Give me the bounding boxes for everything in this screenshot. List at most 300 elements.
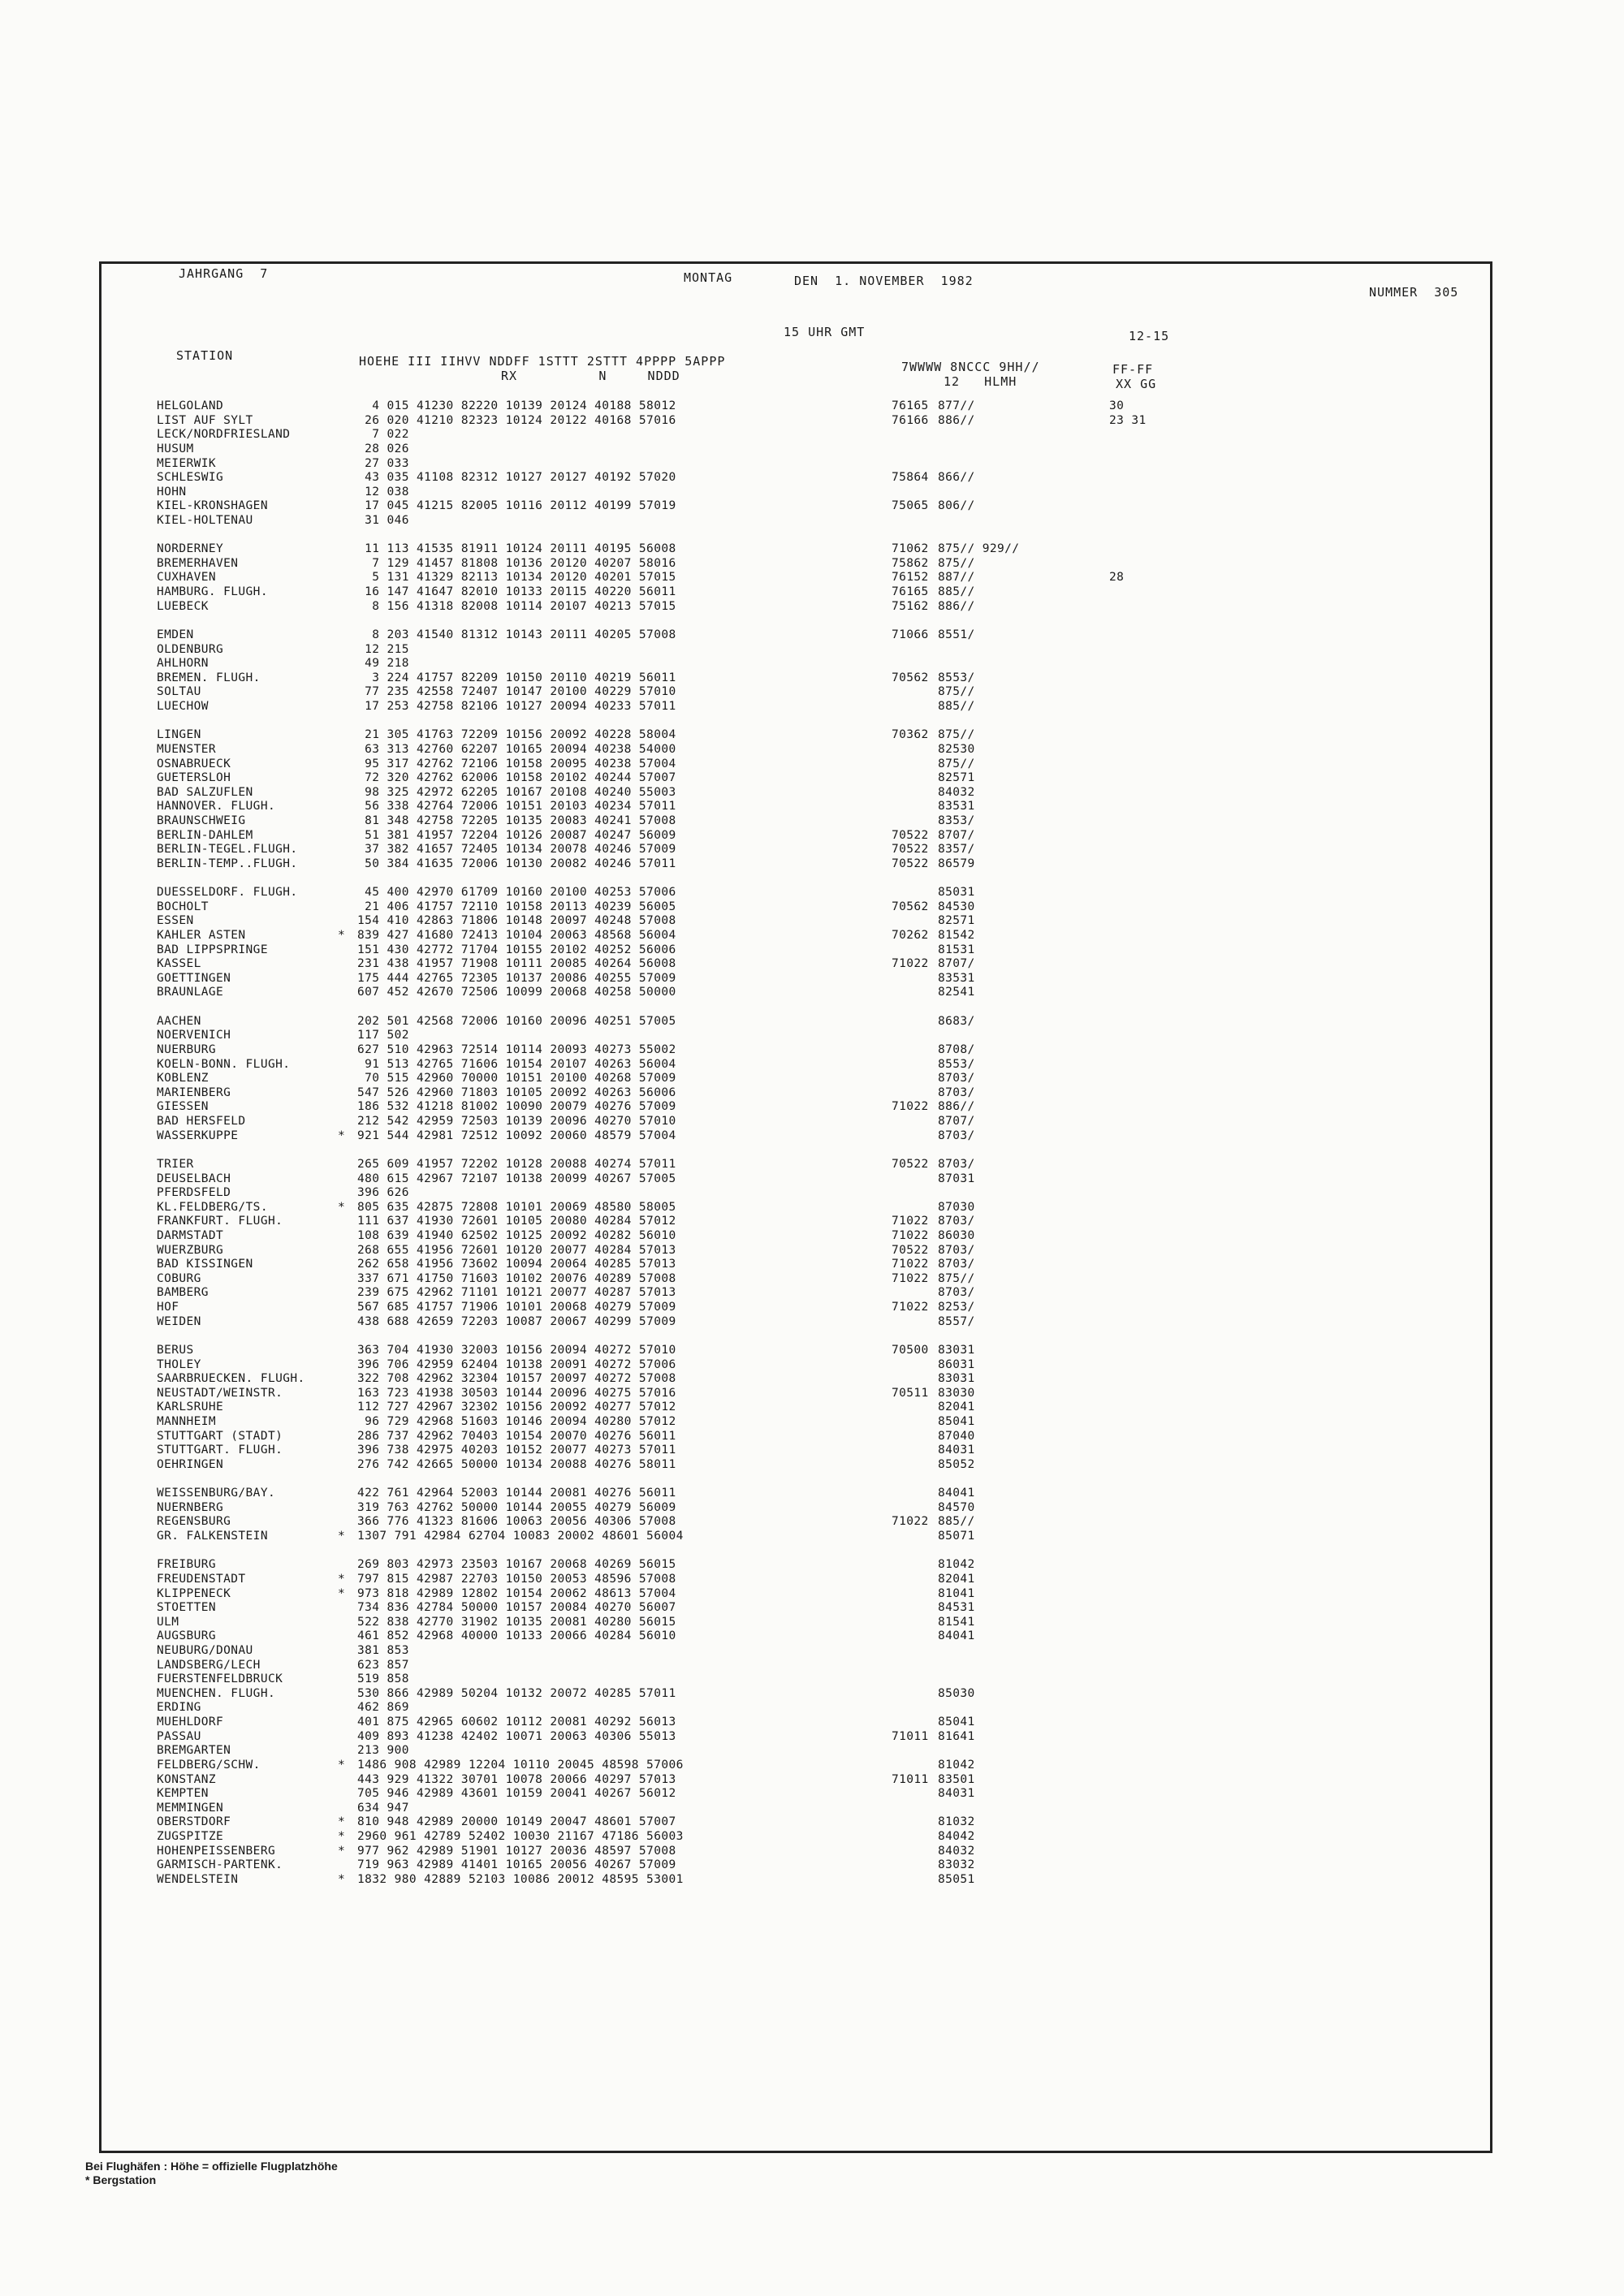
station-name: DUESSELDORF. FLUGH.: [157, 886, 298, 900]
station-name: FREIBURG: [157, 1558, 217, 1572]
station-name: KOELN-BONN. FLUGH.: [157, 1057, 291, 1071]
group-7: 70522: [892, 1243, 929, 1257]
station-row: [0, 786, 1462, 799]
station-name: STOETTEN: [157, 1601, 217, 1615]
cloud-groups: 82571: [938, 771, 975, 785]
mountain-marker: *: [338, 1129, 346, 1142]
synop-groups: 401 875 42965 60602 10112 20081 40292 56013: [357, 1716, 676, 1728]
cloud-groups: 85071: [938, 1530, 975, 1543]
group-7: 70262: [892, 928, 929, 942]
station-row: [0, 757, 1462, 770]
cloud-groups: 87030: [938, 1200, 975, 1214]
synop-groups: 381 853: [357, 1643, 409, 1657]
group-7: 75862: [892, 556, 929, 570]
synop-groups: 2960 961 42789 52402 10030 21167 47186 56003: [357, 1830, 684, 1843]
station-row: [0, 1215, 1462, 1228]
mountain-marker: *: [338, 1815, 346, 1829]
station-row: [0, 514, 1462, 527]
cloud-groups: 886//: [938, 413, 975, 427]
synop-groups: 17 045 41215 82005 10116 20112 40199 57019: [357, 499, 676, 513]
station-name: REGENSBURG: [157, 1515, 231, 1529]
station-name: CUXHAVEN: [157, 571, 217, 585]
station-row: [0, 1100, 1462, 1113]
group-7: 70522: [892, 843, 929, 857]
cloud-groups: 82041: [938, 1572, 975, 1586]
station-row: [0, 1086, 1462, 1099]
station-row: [0, 1672, 1462, 1685]
station-row: [0, 829, 1462, 842]
synop-groups: 1486 908 42989 12204 10110 20045 48598 57006: [357, 1758, 684, 1772]
synop-groups: 810 948 42989 20000 10149 20047 48601 57007: [357, 1815, 676, 1829]
cloud-groups: 87040: [938, 1429, 975, 1443]
synop-groups: 396 706 42959 62404 10138 20091 40272 57006: [357, 1357, 676, 1371]
group-7: 70511: [892, 1386, 929, 1400]
station-row: [0, 1487, 1462, 1500]
cloud-groups: 8703/: [938, 1258, 975, 1271]
group-7: 75065: [892, 499, 929, 513]
synop-groups: 396 738 42975 40203 10152 20077 40273 57011: [357, 1444, 676, 1457]
station-name: FUERSTENFELDBRUCK: [157, 1672, 283, 1686]
station-name: ERDING: [157, 1701, 201, 1715]
station-name: LUEBECK: [157, 599, 209, 613]
cloud-groups: 87031: [938, 1172, 975, 1185]
station-name: KOBLENZ: [157, 1072, 209, 1085]
cloud-groups: 8708/: [938, 1042, 975, 1056]
station-row: [0, 1158, 1462, 1171]
station-row: [0, 1530, 1462, 1543]
group-spacer: [0, 529, 1462, 542]
synop-groups: 522 838 42770 31902 10135 20081 40280 56015: [357, 1615, 676, 1629]
cloud-groups: 886//: [938, 599, 975, 613]
group-7: 70500: [892, 1343, 929, 1357]
cloud-groups: 8703/: [938, 1129, 975, 1142]
station-row: [0, 1115, 1462, 1128]
synop-groups: 239 675 42962 71101 10121 20077 40287 57013: [357, 1286, 676, 1300]
cloud-groups: 8353/: [938, 814, 975, 827]
station-row: [0, 1687, 1462, 1700]
cloud-groups: 8703/: [938, 1072, 975, 1085]
synop-groups: 81 348 42758 72205 10135 20083 40241 57008: [357, 814, 676, 827]
station-name: GIESSEN: [157, 1100, 209, 1114]
synop-groups: 8 156 41318 82008 10114 20107 40213 57015: [357, 599, 676, 613]
synop-groups: 265 609 41957 72202 10128 20088 40274 57011: [357, 1157, 676, 1171]
synop-groups: 50 384 41635 72006 10130 20082 40246 57011: [357, 857, 676, 870]
synop-groups: 21 406 41757 72110 10158 20113 40239 56005: [357, 900, 676, 913]
synop-groups: 63 313 42760 62207 10165 20094 40238 54000: [357, 742, 676, 756]
station-row: [0, 800, 1462, 813]
synop-groups: 16 147 41647 82010 10133 20115 40220 56011: [357, 585, 676, 599]
cloud-groups: 83501: [938, 1772, 975, 1786]
station-name: KASSEL: [157, 957, 201, 971]
group-7: 71022: [892, 1215, 929, 1228]
station-name: MEIERWIK: [157, 456, 217, 470]
station-name: HOHENPEISSENBERG: [157, 1844, 276, 1858]
synop-groups: 443 929 41322 30701 10078 20066 40297 57013: [357, 1772, 676, 1786]
station-name: KAHLER ASTEN: [157, 928, 246, 942]
station-name: FREUDENSTADT: [157, 1572, 246, 1586]
group-7: 76165: [892, 399, 929, 412]
station-row: [0, 585, 1462, 598]
gust-values: 23 31: [1109, 413, 1147, 427]
station-name: GUETERSLOH: [157, 771, 231, 785]
station-name: HUSUM: [157, 442, 194, 455]
cloud-groups: 8357/: [938, 843, 975, 857]
station-row: [0, 1043, 1462, 1056]
synop-groups: 921 544 42981 72512 10092 20060 48579 57004: [357, 1129, 676, 1142]
station-name: KIEL-HOLTENAU: [157, 514, 253, 527]
cloud-groups: 8557/: [938, 1314, 975, 1328]
cloud-groups: 806//: [938, 499, 975, 513]
station-row: [0, 900, 1462, 913]
mountain-marker: *: [338, 928, 346, 942]
station-name: LECK/NORDFRIESLAND: [157, 428, 291, 442]
station-row: [0, 1444, 1462, 1457]
group-7: 71011: [892, 1772, 929, 1786]
col-station: STATION: [176, 348, 234, 363]
cloud-groups: 8703/: [938, 1286, 975, 1300]
synop-groups: 154 410 42863 71806 10148 20097 40248 57008: [357, 914, 676, 928]
synop-groups: 4 015 41230 82220 10139 20124 40188 58012: [357, 399, 676, 412]
station-row: [0, 1587, 1462, 1600]
synop-groups: 28 026: [357, 442, 409, 455]
station-name: HELGOLAND: [157, 399, 224, 412]
station-row: [0, 1430, 1462, 1443]
group-spacer: [0, 872, 1462, 885]
cloud-groups: 85031: [938, 886, 975, 900]
observation-time: 15 UHR GMT: [784, 325, 866, 339]
station-name: ESSEN: [157, 914, 194, 928]
cloud-groups: 877//: [938, 399, 975, 412]
station-row: [0, 671, 1462, 684]
station-row: [0, 1659, 1462, 1672]
cloud-groups: 86579: [938, 857, 975, 870]
synop-groups: 262 658 41956 73602 10094 20064 40285 57013: [357, 1258, 676, 1271]
station-name: THOLEY: [157, 1357, 201, 1371]
station-row: [0, 1372, 1462, 1385]
station-name: LINGEN: [157, 728, 201, 742]
cloud-groups: 85052: [938, 1457, 975, 1471]
station-row: [0, 843, 1462, 856]
synop-groups: 21 305 41763 72209 10156 20092 40228 58004: [357, 728, 676, 742]
cloud-groups: 85030: [938, 1686, 975, 1700]
cloud-groups: 81042: [938, 1558, 975, 1572]
synop-groups: 95 317 42762 72106 10158 20095 40238 57004: [357, 757, 676, 770]
group-7: 71062: [892, 542, 929, 556]
cloud-groups: 8703/: [938, 1157, 975, 1171]
group-spacer: [0, 1000, 1462, 1013]
station-row: [0, 643, 1462, 656]
col-ff: FF-FF: [1112, 362, 1154, 377]
synop-groups: 462 869: [357, 1701, 409, 1715]
col-ff-sub: XX GG: [1116, 377, 1157, 391]
cloud-groups: 8703/: [938, 1215, 975, 1228]
station-row: [0, 557, 1462, 570]
group-spacer: [0, 1544, 1462, 1557]
synop-groups: 17 253 42758 82106 10127 20094 40233 57011: [357, 700, 676, 713]
station-name: BAD SALZUFLEN: [157, 785, 253, 799]
synop-groups: 117 502: [357, 1029, 409, 1042]
station-name: BERLIN-TEGEL.FLUGH.: [157, 843, 298, 857]
cloud-groups: 83031: [938, 1343, 975, 1357]
cloud-groups: 8707/: [938, 957, 975, 971]
gust-values: 30: [1109, 399, 1125, 412]
synop-groups: 112 727 42967 32302 10156 20092 40277 57012: [357, 1400, 676, 1414]
synop-groups: 461 852 42968 40000 10133 20066 40284 56010: [357, 1629, 676, 1643]
station-row: [0, 1601, 1462, 1614]
station-row: [0, 486, 1462, 498]
synop-groups: 363 704 41930 32003 10156 20094 40272 57010: [357, 1343, 676, 1357]
group-7: 76166: [892, 413, 929, 427]
synop-groups: 797 815 42987 22703 10150 20053 48596 57008: [357, 1572, 676, 1586]
station-name: BRAUNSCHWEIG: [157, 814, 246, 827]
station-row: [0, 986, 1462, 999]
station-name: KEMPTEN: [157, 1787, 209, 1801]
station-row: [0, 1172, 1462, 1185]
group-7: 71022: [892, 1271, 929, 1285]
station-name: BREMGARTEN: [157, 1744, 231, 1758]
synop-groups: 1832 980 42889 52103 10086 20012 48595 53001: [357, 1872, 684, 1886]
mountain-marker: *: [338, 1586, 346, 1600]
group-7: 71011: [892, 1729, 929, 1743]
synop-groups: 37 382 41657 72405 10134 20078 40246 57009: [357, 843, 676, 857]
synop-groups: 11 113 41535 81911 10124 20111 40195 56008: [357, 542, 676, 556]
cloud-groups: 84041: [938, 1487, 975, 1500]
station-row: [0, 414, 1462, 427]
cloud-groups: 86031: [938, 1357, 975, 1371]
group-spacer: [0, 1473, 1462, 1486]
station-name: MEMMINGEN: [157, 1801, 224, 1815]
station-row: [0, 1186, 1462, 1199]
station-row: [0, 1744, 1462, 1757]
synop-groups: 12 215: [357, 642, 409, 656]
station-name: LUECHOW: [157, 700, 209, 713]
station-row: [0, 1802, 1462, 1815]
station-row: [0, 1058, 1462, 1071]
cloud-groups: 84032: [938, 785, 975, 799]
synop-groups: 977 962 42989 51901 10127 20036 48597 57008: [357, 1844, 676, 1858]
station-row: [0, 1201, 1462, 1214]
synop-groups: 734 836 42784 50000 10157 20084 40270 56007: [357, 1601, 676, 1615]
synop-groups: 56 338 42764 72006 10151 20103 40234 57011: [357, 800, 676, 814]
station-row: [0, 1873, 1462, 1886]
station-row: [0, 728, 1462, 741]
cloud-groups: 887//: [938, 571, 975, 585]
synop-groups: 276 742 42665 50000 10134 20088 40276 58011: [357, 1457, 676, 1471]
cloud-groups: 81641: [938, 1729, 975, 1743]
station-row: [0, 1573, 1462, 1586]
synop-groups: 49 218: [357, 657, 409, 671]
synop-groups: 319 763 42762 50000 10144 20055 40279 56009: [357, 1500, 676, 1514]
cloud-groups: 82541: [938, 986, 975, 999]
synop-groups: 26 020 41210 82323 10124 20122 40168 57016: [357, 413, 676, 427]
station-row: [0, 1258, 1462, 1271]
station-row: [0, 700, 1462, 713]
mountain-marker: *: [338, 1200, 346, 1214]
synop-groups: 111 637 41930 72601 10105 20080 40284 57012: [357, 1215, 676, 1228]
station-row: [0, 457, 1462, 470]
cloud-groups: 82041: [938, 1400, 975, 1414]
group-7: 71022: [892, 957, 929, 971]
station-name: KARLSRUHE: [157, 1400, 224, 1414]
station-row: [0, 1716, 1462, 1728]
station-row: [0, 1072, 1462, 1085]
group-7: 76165: [892, 585, 929, 599]
synop-groups: 623 857: [357, 1658, 409, 1672]
station-name: PFERDSFELD: [157, 1186, 231, 1200]
cloud-groups: 85051: [938, 1872, 975, 1886]
cloud-groups: 84042: [938, 1830, 975, 1843]
station-name: ZUGSPITZE: [157, 1830, 224, 1843]
footnote-airports: Bei Flughäfen : Höhe = offizielle Flugplatzhöhe: [85, 2160, 338, 2173]
station-row: [0, 399, 1462, 412]
synop-groups: 96 729 42968 51603 10146 20094 40280 57012: [357, 1415, 676, 1428]
group-7: 71066: [892, 628, 929, 641]
station-row: [0, 1458, 1462, 1471]
station-name: KONSTANZ: [157, 1772, 217, 1786]
synop-groups: 5 131 41329 82113 10134 20120 40201 57015: [357, 571, 676, 585]
cloud-groups: 875// 929//: [938, 542, 1020, 556]
station-row: [0, 1387, 1462, 1400]
station-name: LANDSBERG/LECH: [157, 1658, 261, 1672]
cloud-groups: 81032: [938, 1815, 975, 1829]
station-row: [0, 1015, 1462, 1028]
col-main-sub: RX N NDDD: [501, 369, 680, 383]
station-row: [0, 814, 1462, 827]
station-name: PASSAU: [157, 1729, 201, 1743]
station-row: [0, 943, 1462, 956]
station-name: LIST AUF SYLT: [157, 413, 253, 427]
group-7: 70522: [892, 857, 929, 870]
station-name: FELDBERG/SCHW.: [157, 1758, 261, 1772]
cloud-groups: 82530: [938, 742, 975, 756]
mountain-marker: *: [338, 1572, 346, 1586]
station-row: [0, 428, 1462, 441]
mountain-marker: *: [338, 1530, 346, 1543]
synop-groups: 7 129 41457 81808 10136 20120 40207 58016: [357, 556, 676, 570]
col-group7: 7WWWW 8NCCC 9HH//: [901, 360, 1040, 374]
col-group7-sub: 12 HLMH: [944, 374, 1017, 389]
station-name: NUERBURG: [157, 1042, 217, 1056]
station-row: [0, 571, 1462, 584]
station-name: NEUSTADT/WEINSTR.: [157, 1386, 283, 1400]
cloud-groups: 81541: [938, 1615, 975, 1629]
station-row: [0, 1773, 1462, 1786]
station-row: [0, 1759, 1462, 1772]
synop-groups: 973 818 42989 12802 10154 20062 48613 57004: [357, 1586, 676, 1600]
synop-groups: 567 685 41757 71906 10101 20068 40279 57009: [357, 1301, 676, 1314]
station-row: [0, 1244, 1462, 1257]
synop-groups: 7 022: [357, 428, 409, 442]
station-name: KLIPPENECK: [157, 1586, 231, 1600]
cloud-groups: 81041: [938, 1586, 975, 1600]
station-row: [0, 1629, 1462, 1642]
cloud-groups: 8707/: [938, 1115, 975, 1128]
station-name: WEISSENBURG/BAY.: [157, 1487, 276, 1500]
station-name: BAMBERG: [157, 1286, 209, 1300]
cloud-groups: 875//: [938, 728, 975, 742]
cloud-groups: 866//: [938, 471, 975, 485]
station-name: MANNHEIM: [157, 1415, 217, 1428]
station-name: NEUBURG/DONAU: [157, 1643, 253, 1657]
station-row: [0, 685, 1462, 698]
station-name: OBERSTDORF: [157, 1815, 231, 1829]
station-name: AACHEN: [157, 1014, 201, 1028]
station-row: [0, 471, 1462, 484]
station-name: NUERNBERG: [157, 1500, 224, 1514]
station-name: TRIER: [157, 1157, 194, 1171]
synop-groups: 705 946 42989 43601 10159 20041 40267 56012: [357, 1787, 676, 1801]
station-row: [0, 1730, 1462, 1743]
station-name: FRANKFURT. FLUGH.: [157, 1215, 283, 1228]
synop-groups: 151 430 42772 71704 10155 20102 40252 56006: [357, 943, 676, 956]
synop-groups: 163 723 41938 30503 10144 20096 40275 57016: [357, 1386, 676, 1400]
cloud-groups: 84031: [938, 1444, 975, 1457]
station-name: BERUS: [157, 1343, 194, 1357]
station-name: BAD HERSFELD: [157, 1115, 246, 1128]
station-row: [0, 1272, 1462, 1285]
station-row: [0, 972, 1462, 985]
station-name: COBURG: [157, 1271, 201, 1285]
synop-groups: 438 688 42659 72203 10087 20067 40299 57009: [357, 1314, 676, 1328]
report-number: NUMMER 305: [1369, 285, 1459, 300]
group-spacer: [0, 614, 1462, 627]
station-row: [0, 1787, 1462, 1800]
station-row: [0, 929, 1462, 942]
group-7: 75864: [892, 471, 929, 485]
synop-groups: 547 526 42960 71803 10105 20092 40263 56006: [357, 1085, 676, 1099]
station-name: DEUSELBACH: [157, 1172, 231, 1185]
group-7: 71022: [892, 1258, 929, 1271]
station-name: MARIENBERG: [157, 1085, 231, 1099]
station-row: [0, 1129, 1462, 1142]
group-7: 70362: [892, 728, 929, 742]
cloud-groups: 8253/: [938, 1301, 975, 1314]
station-name: OLDENBURG: [157, 642, 224, 656]
station-row: [0, 771, 1462, 784]
group-7: 71022: [892, 1515, 929, 1529]
group-7: 75162: [892, 599, 929, 613]
station-row: [0, 499, 1462, 512]
group-spacer: [0, 1143, 1462, 1156]
cloud-groups: 885//: [938, 1515, 975, 1529]
cloud-groups: 8707/: [938, 828, 975, 842]
cloud-groups: 84031: [938, 1787, 975, 1801]
synop-groups: 839 427 41680 72413 10104 20063 48568 56004: [357, 928, 676, 942]
station-name: GARMISCH-PARTENK.: [157, 1858, 283, 1872]
synop-groups: 31 046: [357, 514, 409, 527]
group-7: 70522: [892, 1157, 929, 1171]
cloud-groups: 875//: [938, 1271, 975, 1285]
station-name: SCHLESWIG: [157, 471, 224, 485]
cloud-groups: 8553/: [938, 671, 975, 684]
cloud-groups: 83031: [938, 1372, 975, 1386]
footnote-mountain-station: * Bergstation: [85, 2173, 157, 2186]
station-row: [0, 1830, 1462, 1843]
synop-groups: 108 639 41940 62502 10125 20092 40282 56010: [357, 1229, 676, 1242]
station-name: SAARBRUECKEN. FLUGH.: [157, 1372, 305, 1386]
station-row: [0, 628, 1462, 641]
station-row: [0, 914, 1462, 927]
cloud-groups: 84570: [938, 1500, 975, 1514]
station-row: [0, 1515, 1462, 1528]
station-name: HOHN: [157, 485, 187, 498]
station-name: GR. FALKENSTEIN: [157, 1530, 268, 1543]
mountain-marker: *: [338, 1872, 346, 1886]
station-name: BAD LIPPSPRINGE: [157, 943, 268, 956]
station-name: WUERZBURG: [157, 1243, 224, 1257]
synop-groups: 805 635 42875 72808 10101 20069 48580 58005: [357, 1200, 676, 1214]
station-row: [0, 957, 1462, 970]
